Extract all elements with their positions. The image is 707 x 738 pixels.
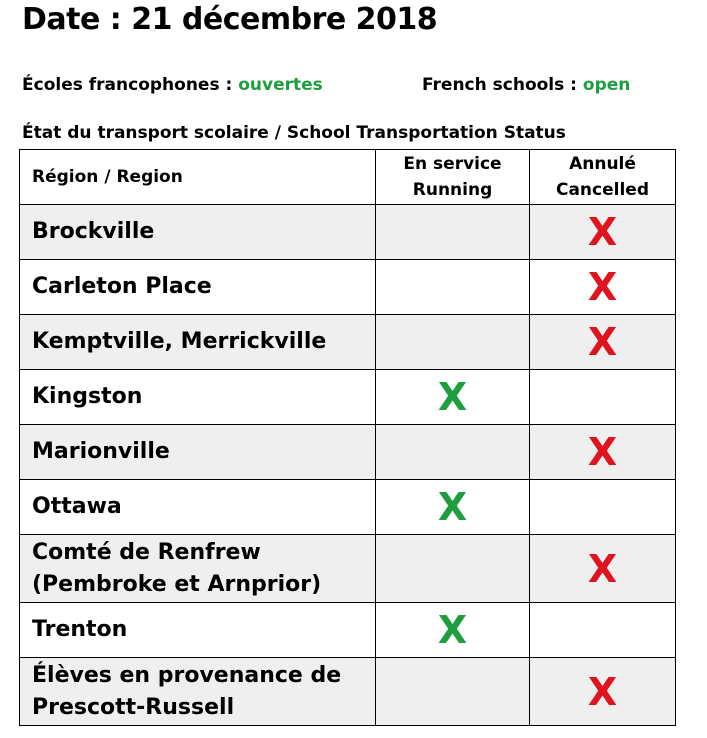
cancelled-cell: [530, 480, 676, 535]
status-label-en: French schools :: [422, 75, 583, 95]
column-header-running: [376, 150, 530, 205]
running-cell: [376, 658, 530, 726]
status-value-en: open: [582, 75, 631, 95]
cancelled-mark-icon: X: [587, 265, 618, 309]
cancelled-mark-icon: X: [587, 210, 618, 254]
running-cell: [376, 535, 530, 603]
column-header-running-en: Running: [412, 180, 493, 200]
cancelled-cell: [530, 370, 676, 425]
status-value-fr: ouvertes: [238, 75, 323, 95]
running-cell: [376, 370, 530, 425]
column-header-region: Région / Region: [20, 150, 376, 205]
running-cell: [376, 260, 530, 315]
cancelled-mark-icon: X: [587, 430, 618, 474]
region-name-line: Marionville: [32, 439, 170, 464]
column-header-cancelled-en: Cancelled: [555, 180, 649, 200]
column-header-cancelled: [530, 150, 676, 205]
table-row: [20, 535, 676, 603]
region-name-cell: [20, 480, 376, 535]
region-name-cell: [20, 205, 376, 260]
region-name-line: (Pembroke et Arnprior): [32, 571, 322, 597]
region-name-line: Kemptville, Merrickville: [32, 329, 327, 354]
region-name-cell: [20, 260, 376, 315]
status-label-fr: Écoles francophones :: [22, 75, 239, 95]
french-schools-status-fr: [22, 75, 323, 95]
column-header-running-fr: En service: [403, 154, 502, 174]
cancelled-mark-icon: X: [587, 320, 618, 364]
cancelled-cell: [530, 205, 676, 260]
region-name-cell: [20, 603, 376, 658]
running-mark-icon: X: [437, 608, 468, 652]
running-cell: [376, 205, 530, 260]
cancelled-cell: [530, 603, 676, 658]
cancelled-cell: [530, 315, 676, 370]
cancelled-cell: [530, 535, 676, 603]
region-name-cell: [20, 658, 376, 726]
table-row: [20, 260, 676, 315]
region-name-line: Élèves en provenance de: [32, 662, 342, 688]
running-mark-icon: X: [437, 375, 468, 419]
region-name-line: Trenton: [32, 617, 128, 642]
cancelled-mark-icon: X: [587, 546, 618, 591]
table-row: [20, 658, 676, 726]
region-name-line: Brockville: [32, 219, 155, 244]
page-title: Date : 21 décembre 2018: [22, 2, 438, 37]
running-cell: [376, 425, 530, 480]
table-row: [20, 315, 676, 370]
table-row: [20, 480, 676, 535]
running-cell: [376, 480, 530, 535]
table-body: [20, 205, 676, 726]
running-cell: [376, 603, 530, 658]
region-name-cell: [20, 370, 376, 425]
region-name-cell: [20, 425, 376, 480]
transport-status-table: [19, 149, 676, 726]
region-name-line: Comté de Renfrew: [32, 539, 261, 565]
table-row: [20, 370, 676, 425]
region-name-line: Kingston: [32, 384, 143, 409]
table-row: [20, 425, 676, 480]
running-cell: [376, 315, 530, 370]
column-header-cancelled-fr: Annulé: [569, 154, 636, 174]
region-name-cell: [20, 535, 376, 603]
running-mark-icon: X: [437, 485, 468, 529]
cancelled-mark-icon: X: [587, 669, 618, 714]
region-name-line: Carleton Place: [32, 274, 212, 299]
french-schools-status-en: [422, 75, 630, 95]
region-name-line: Prescott-Russell: [32, 694, 235, 720]
cancelled-cell: [530, 425, 676, 480]
table-row: [20, 603, 676, 658]
cancelled-cell: [530, 658, 676, 726]
table-row: [20, 205, 676, 260]
region-name-line: Ottawa: [32, 494, 122, 519]
region-name-cell: [20, 315, 376, 370]
table-header-row: [20, 150, 676, 205]
transport-status-heading: État du transport scolaire / School Transportation Status: [22, 123, 566, 143]
cancelled-cell: [530, 260, 676, 315]
